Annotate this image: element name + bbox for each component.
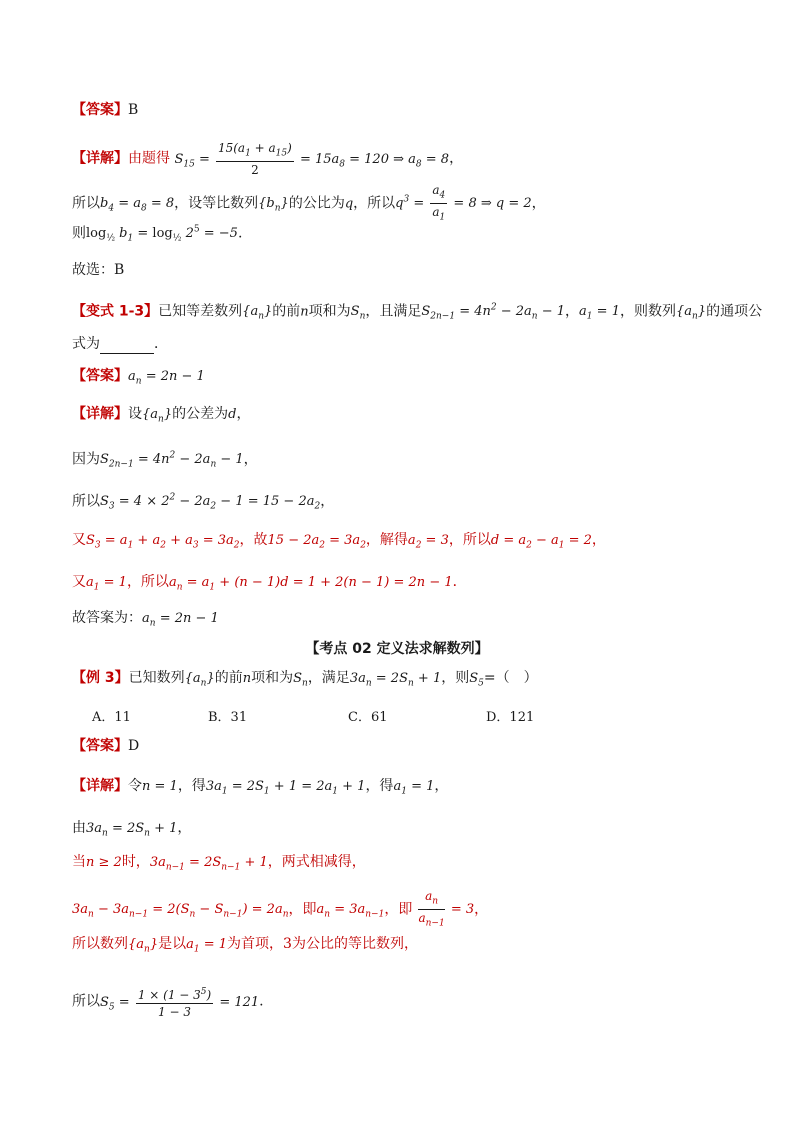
math: $\frac{a_n}{a_{n-1}}$ = 3 bbox=[418, 889, 475, 929]
ex1-detail-line2: 所以$b_4 = a_8 = 8$，设等比数列$\{b_n\}$的公比为q，所以$q^3$ = $\frac{a_4}{a_1}$ = 8 ⇒ q = 2， bbox=[72, 183, 546, 223]
math: $\{a_n\}$ bbox=[128, 937, 159, 955]
text: 的公差为 bbox=[172, 406, 229, 422]
math: $a_n = a_1 + (n - 1)d = 1 + 2(n - 1) = 2n - 1$ bbox=[168, 575, 453, 593]
math: n ≥ 2 bbox=[86, 855, 122, 870]
ex3-detail-line4: $3a_n - 3a_{n-1} = 2(S_n - S_{n-1}) = 2a_n$，即$a_n = 3a_{n-1}$，即 $\frac{a_n}{a_{n-1}}$ = 3， bbox=[72, 889, 489, 929]
math: $3a_n = 2S_n + 1$ bbox=[86, 821, 178, 839]
math: $S_5$ bbox=[469, 671, 484, 689]
math: $S_5$ = $\frac{1 \times (1 - 3^5)}{1 - 3}$ = 121 bbox=[100, 995, 259, 1010]
text: 的通项公 bbox=[706, 303, 763, 320]
math: $S_3 = a_1 + a_2 + a_3 = 3a_2$ bbox=[86, 533, 240, 551]
option-d: D．121 bbox=[486, 710, 535, 725]
math: $a_1 = 1$ bbox=[86, 575, 127, 593]
ex13-final-line bbox=[72, 608, 219, 634]
text: ，满足 bbox=[307, 670, 350, 686]
ex1-detail-line3: 则$\log_{\frac{1}{2}} b_1 = \log_{\frac{1}{2}} 2^5 = -5$. bbox=[72, 225, 243, 244]
text: ，所以 bbox=[448, 532, 491, 548]
text: 的前 bbox=[214, 670, 243, 686]
math: $\{a_n\}$ bbox=[242, 304, 273, 322]
ex3-question bbox=[72, 668, 538, 694]
ex3-detail-line6: 所以$S_5$ = $\frac{1 \times (1 - 3^5)}{1 - 3}$ = 121. bbox=[72, 984, 264, 1020]
math: n bbox=[300, 304, 309, 320]
example-tag: 【例 3】 bbox=[72, 670, 129, 686]
answer-tag: 【答案】 bbox=[72, 738, 128, 754]
ex13-detail-line1: 【详解】设$\{a_n\}$的公差为d， bbox=[72, 406, 251, 425]
text: ，所以 bbox=[126, 574, 169, 590]
math: $a_n = 2n - 1$ bbox=[142, 611, 219, 629]
math: q bbox=[344, 196, 354, 212]
text: 项和为 bbox=[251, 670, 294, 686]
text: 当 bbox=[72, 854, 86, 870]
math-answer: $a_n = 2n - 1$ bbox=[128, 369, 205, 387]
text: 又 bbox=[72, 532, 86, 548]
math: $\{a_n\}$ bbox=[675, 304, 707, 322]
ex13-question-line1: 【变式 1-3】已知等差数列$\{a_n\}$的前n项和为$S_n$，且满足$S_{2n-1} = 4n^2 - 2a_n - 1$，$a_1 = 1$，则数列$\{a_n\}$的通项公 bbox=[72, 303, 763, 322]
detail-tag: 【详解】 bbox=[72, 150, 128, 167]
variant-tag: 【变式 1-3】 bbox=[72, 303, 159, 320]
text: ，即 bbox=[288, 901, 317, 918]
math: $d = a_2 - a_1 = 2$ bbox=[490, 533, 592, 551]
math: $a_2 = 3$ bbox=[407, 533, 449, 551]
math: $S_n$ bbox=[293, 671, 308, 689]
math: $S_n$ bbox=[350, 304, 366, 322]
text: 所以 bbox=[72, 993, 100, 1010]
ex13-answer-line bbox=[72, 366, 205, 392]
text: 因为 bbox=[72, 451, 100, 468]
text: ，得 bbox=[177, 778, 206, 794]
ex13-question-line2: 式为 ． bbox=[72, 336, 168, 352]
text: ，且满足 bbox=[365, 303, 422, 320]
text: ，两式相减得， bbox=[267, 854, 366, 870]
ex1-detail-line1: 【详解】由题得 $S_{15}$ = $\frac{15(a_1 + a_{15})}{2}$ = $15a_8 = 120$ ⇒ $a_8 = 8$， bbox=[72, 141, 464, 178]
ex3-detail-line3 bbox=[72, 852, 366, 878]
text: 的公比为 bbox=[288, 195, 345, 212]
detail-tag: 【详解】 bbox=[72, 406, 128, 422]
text: ，解得 bbox=[365, 532, 408, 548]
text: 所以数列 bbox=[72, 936, 128, 952]
option-a: A．11 bbox=[92, 710, 131, 725]
text: ，故 bbox=[239, 532, 268, 548]
math: d bbox=[228, 407, 237, 422]
math: $3a_1 = 2S_1 + 1 = 2a_1 + 1$ bbox=[205, 779, 366, 797]
ex1-choose: 故选：B bbox=[72, 262, 125, 278]
text: 所以 bbox=[72, 493, 100, 510]
text: 是以 bbox=[158, 936, 187, 952]
text: 又 bbox=[72, 574, 86, 590]
text: ，即 bbox=[384, 901, 413, 918]
math: $3a_{n-1} = 2S_{n-1} + 1$ bbox=[149, 855, 268, 873]
text: ，所以 bbox=[353, 195, 396, 212]
text: 的前 bbox=[272, 303, 301, 320]
math: n bbox=[242, 671, 252, 686]
math: $a_n = 3a_{n-1}$ bbox=[316, 902, 385, 920]
section-heading: 【考点 02 定义法求解数列】 bbox=[305, 641, 489, 657]
math: $3a_n = 2S_n + 1$ bbox=[349, 671, 442, 689]
math: $15 - 2a_2 = 3a_2$ bbox=[267, 533, 366, 551]
answer-tag: 【答案】 bbox=[72, 102, 128, 118]
ex3-detail-line5 bbox=[72, 934, 418, 960]
math: $3a_n - 3a_{n-1} = 2(S_n - S_{n-1}) = 2a_n$ bbox=[72, 902, 289, 920]
text: ，则 bbox=[441, 670, 470, 686]
detail-text: 由题得 bbox=[128, 150, 170, 167]
math: $\{a_n\}$ bbox=[142, 407, 173, 425]
ex13-detail-line2: 因为$S_{2n-1} = 4n^2 - 2a_n - 1$， bbox=[72, 451, 258, 470]
math: $a_1 = 1$ bbox=[579, 304, 620, 322]
answer-value: D bbox=[128, 738, 140, 754]
text: 则 bbox=[72, 225, 86, 242]
text: 已知等差数列 bbox=[158, 303, 243, 320]
text: ，设等比数列 bbox=[174, 195, 259, 212]
text: =（ ） bbox=[483, 670, 538, 686]
ex1-answer-line bbox=[72, 100, 138, 120]
math: $q^3$ = $\frac{a_4}{a_1}$ = 8 ⇒ q = 2 bbox=[395, 183, 532, 223]
math: $S_3 = 4 \times 2^2 - 2a_2 - 1 = 15 - 2a_2$ bbox=[100, 493, 321, 512]
text: ，得 bbox=[365, 778, 394, 794]
ex13-detail-line3: 所以$S_3 = 4 \times 2^2 - 2a_2 - 1 = 15 - 2a_2$， bbox=[72, 493, 335, 512]
option-c: C．61 bbox=[348, 710, 388, 725]
text: ，则数列 bbox=[619, 303, 676, 320]
answer-value: B bbox=[128, 102, 139, 118]
ex3-answer-line bbox=[72, 736, 139, 756]
ex13-detail-line4: 又$S_3 = a_1 + a_2 + a_3 = 3a_2$，故$15 - 2a_2 = 3a_2$，解得$a_2 = 3$，所以$d = a_2 - a_1 = 2$， bbox=[72, 532, 606, 551]
answer-blank bbox=[100, 339, 154, 354]
text: 式为 bbox=[72, 336, 100, 352]
math: $a_1 = 1$ bbox=[393, 779, 435, 797]
text: 令 bbox=[128, 778, 142, 794]
math: n = 1 bbox=[142, 779, 178, 794]
text: 由 bbox=[72, 820, 86, 836]
math: $a_1 = 1$ bbox=[186, 937, 228, 955]
detail-tag: 【详解】 bbox=[72, 778, 128, 794]
option-b: B．31 bbox=[208, 710, 248, 725]
math: $S_{2n-1} = 4n^2 - 2a_n - 1$ bbox=[421, 303, 566, 322]
ex3-detail-line2: 由$3a_n = 2S_n + 1$， bbox=[72, 820, 192, 839]
text: 项和为 bbox=[308, 303, 351, 320]
text: 设 bbox=[128, 406, 142, 422]
answer-tag: 【答案】 bbox=[72, 368, 128, 384]
text: 所以 bbox=[72, 195, 100, 212]
math: $\{b_n\}$ bbox=[258, 196, 289, 214]
text: 为首项，3为公比的等比数列， bbox=[227, 936, 418, 952]
ex13-detail-line5: 又$a_1 = 1$，所以$a_n = a_1 + (n - 1)d = 1 + 2(n - 1) = 2n - 1$． bbox=[72, 574, 467, 593]
text: 故答案为： bbox=[72, 610, 142, 626]
math: $\{a_n\}$ bbox=[184, 671, 215, 689]
math-s15: $S_{15}$ = $\frac{15(a_1 + a_{15})}{2}$ = $15a_8 = 120$ ⇒ $a_8 = 8$ bbox=[174, 141, 450, 178]
text: 时， bbox=[121, 854, 150, 870]
text: 已知数列 bbox=[128, 670, 185, 686]
ex3-detail-line1: 【详解】令n = 1，得$3a_1 = 2S_1 + 1 = 2a_1 + 1$，得$a_1 = 1$， bbox=[72, 778, 449, 797]
math: $b_4 = a_8 = 8$ bbox=[100, 196, 175, 214]
math-log: $\log_{\frac{1}{2}} b_1 = \log_{\frac{1}{2}} 2^5 = -5$ bbox=[86, 225, 238, 244]
math: $S_{2n-1} = 4n^2 - 2a_n - 1$ bbox=[100, 451, 244, 470]
